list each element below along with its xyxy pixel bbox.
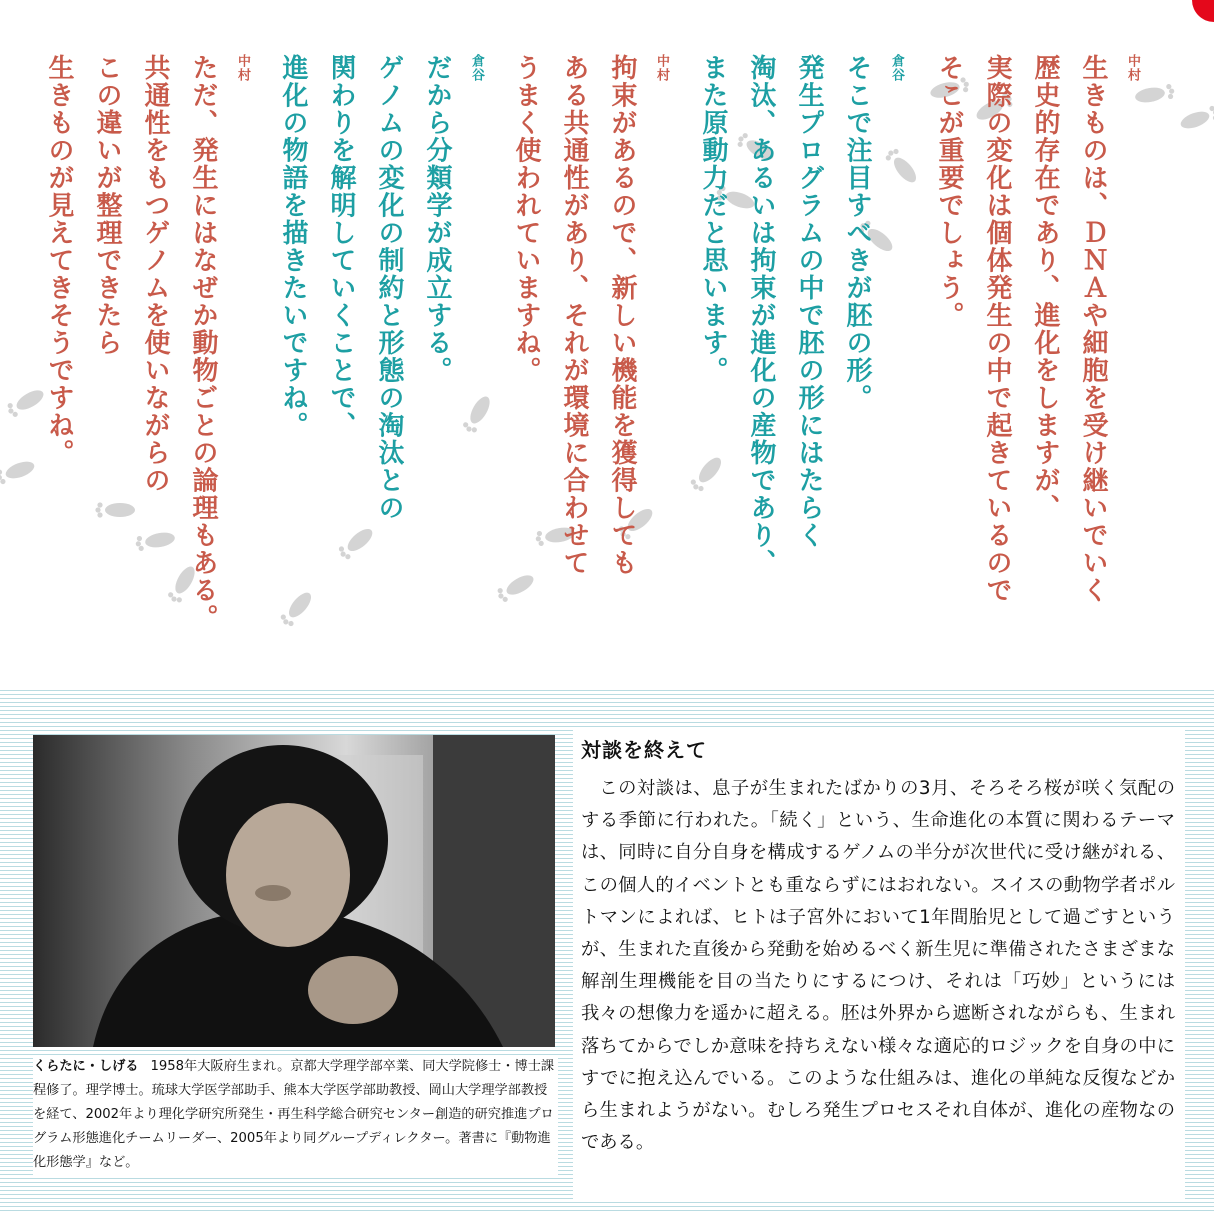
speaker-label: 倉谷 [889,54,904,82]
portrait-illustration [33,735,555,1047]
speaker-label: 倉谷 [469,54,484,82]
dialogue-turn-2 [689,54,906,577]
dialogue-turn-4 [269,54,486,522]
dialogue-line: この違いが整理できたら [92,54,122,357]
dialogue-line: 共通性をもつゲノムを使いながらの [140,54,170,494]
dialogue-line: うまく使われていますね。 [511,54,541,384]
dialogue-line: 生きものが見えてきそうですね。 [44,54,74,467]
speaker-label: 中村 [654,54,669,82]
afterword-title: 対談を終えて [581,738,707,762]
dialogue-line: 関わりを解明していくことで、 [326,54,356,439]
dialogue-line: 実際の変化は個体発生の中で起きているので [982,54,1012,604]
dialogue-line: だから分類学が成立する。 [422,54,452,384]
dialogue-line: ゲノムの変化の制約と形態の淘汰との [374,54,404,522]
dialogue-line: 拘束があるので、新しい機能を獲得しても [607,54,637,577]
profile-bio: 1958年大阪府生まれ。京都大学理学部卒業、同大学院修士・博士課程修了。理学博士。琉球大学医学部助手、熊本大学医学部助教授、岡山大学理学部教授を経て、2002年より理化学研究所発生・再生科学総合研究センター創造的研究推進プログラム形態進化チームリーダー、2005年より同グループディレクター。著書に『動物進化形態学』など。 [33,1059,555,1170]
dialogue-line: 進化の物語を描きたいですね。 [278,54,308,439]
dialogue-line: そこが重要でしょう。 [934,54,964,329]
dialogue-line: 淘汰、あるいは拘束が進化の産物であり、 [746,54,776,577]
dialogue-line: 発生プログラムの中で胚の形にはたらく [794,54,824,549]
dialogue-turn-3 [502,54,671,577]
afterword-body: この対談は、息子が生まれたばかりの3月、そろそろ桜が咲く気配のする季節に行われた。「続く」という、生命進化の本質に関わるテーマは、同時に自分自身を構成するゲノムの半分が次世代に受け継がれる、この個人的イベントとも重ならずにはおれない。スイスの動物学者ポルトマンによれば、ヒトは子宮外において1年間胎児として過ごすというが、生まれた直後から発動を始めるべく新生児に準備されたさまざまな解剖生理機能を目の当たりにするにつけ、それは「巧妙」というには我々の想像力を遥かに超える。胚は外界から遮断されながらも、生まれ落ちてからでしか意味を持ちえない様々な適応的ロジックを自身の中にすでに抱え込んでいる。このような仕組みは、進化の単純な反復などから生まれようがない。むしろ発生プロセスそれ自体が、進化の産物なのである。 [581,778,1175,1154]
dialogue-turn-1 [925,54,1142,604]
speaker-label: 中村 [235,54,250,82]
afterword-box [573,730,1185,1200]
speaker-label: 中村 [1125,54,1140,82]
dialogue-line: ただ、発生にはなぜか動物ごとの論理もある。 [188,54,218,632]
footprint-icon [1178,104,1214,132]
dialogue-turn-5 [35,54,252,632]
dialogue-line: 生きものは、ＤＮＡや細胞を受け継いでいく [1078,54,1108,604]
footprint-icon [0,458,37,486]
footprint-icon [278,589,315,629]
portrait-photo [33,735,555,1047]
dialogue-line: ある共通性があり、それが環境に合わせて [559,54,589,577]
dialogue-line: 歴史的存在であり、進化をしますが、 [1030,54,1060,522]
dialogue-line: また原動力だと思います。 [698,54,728,384]
footprint-icon [336,525,376,562]
profile-caption [33,1055,558,1175]
lower-section [0,690,1214,1214]
dialogue-line: そこで注目すべきが胚の形。 [842,54,872,412]
profile-name: くらたに・しげる [33,1059,139,1074]
